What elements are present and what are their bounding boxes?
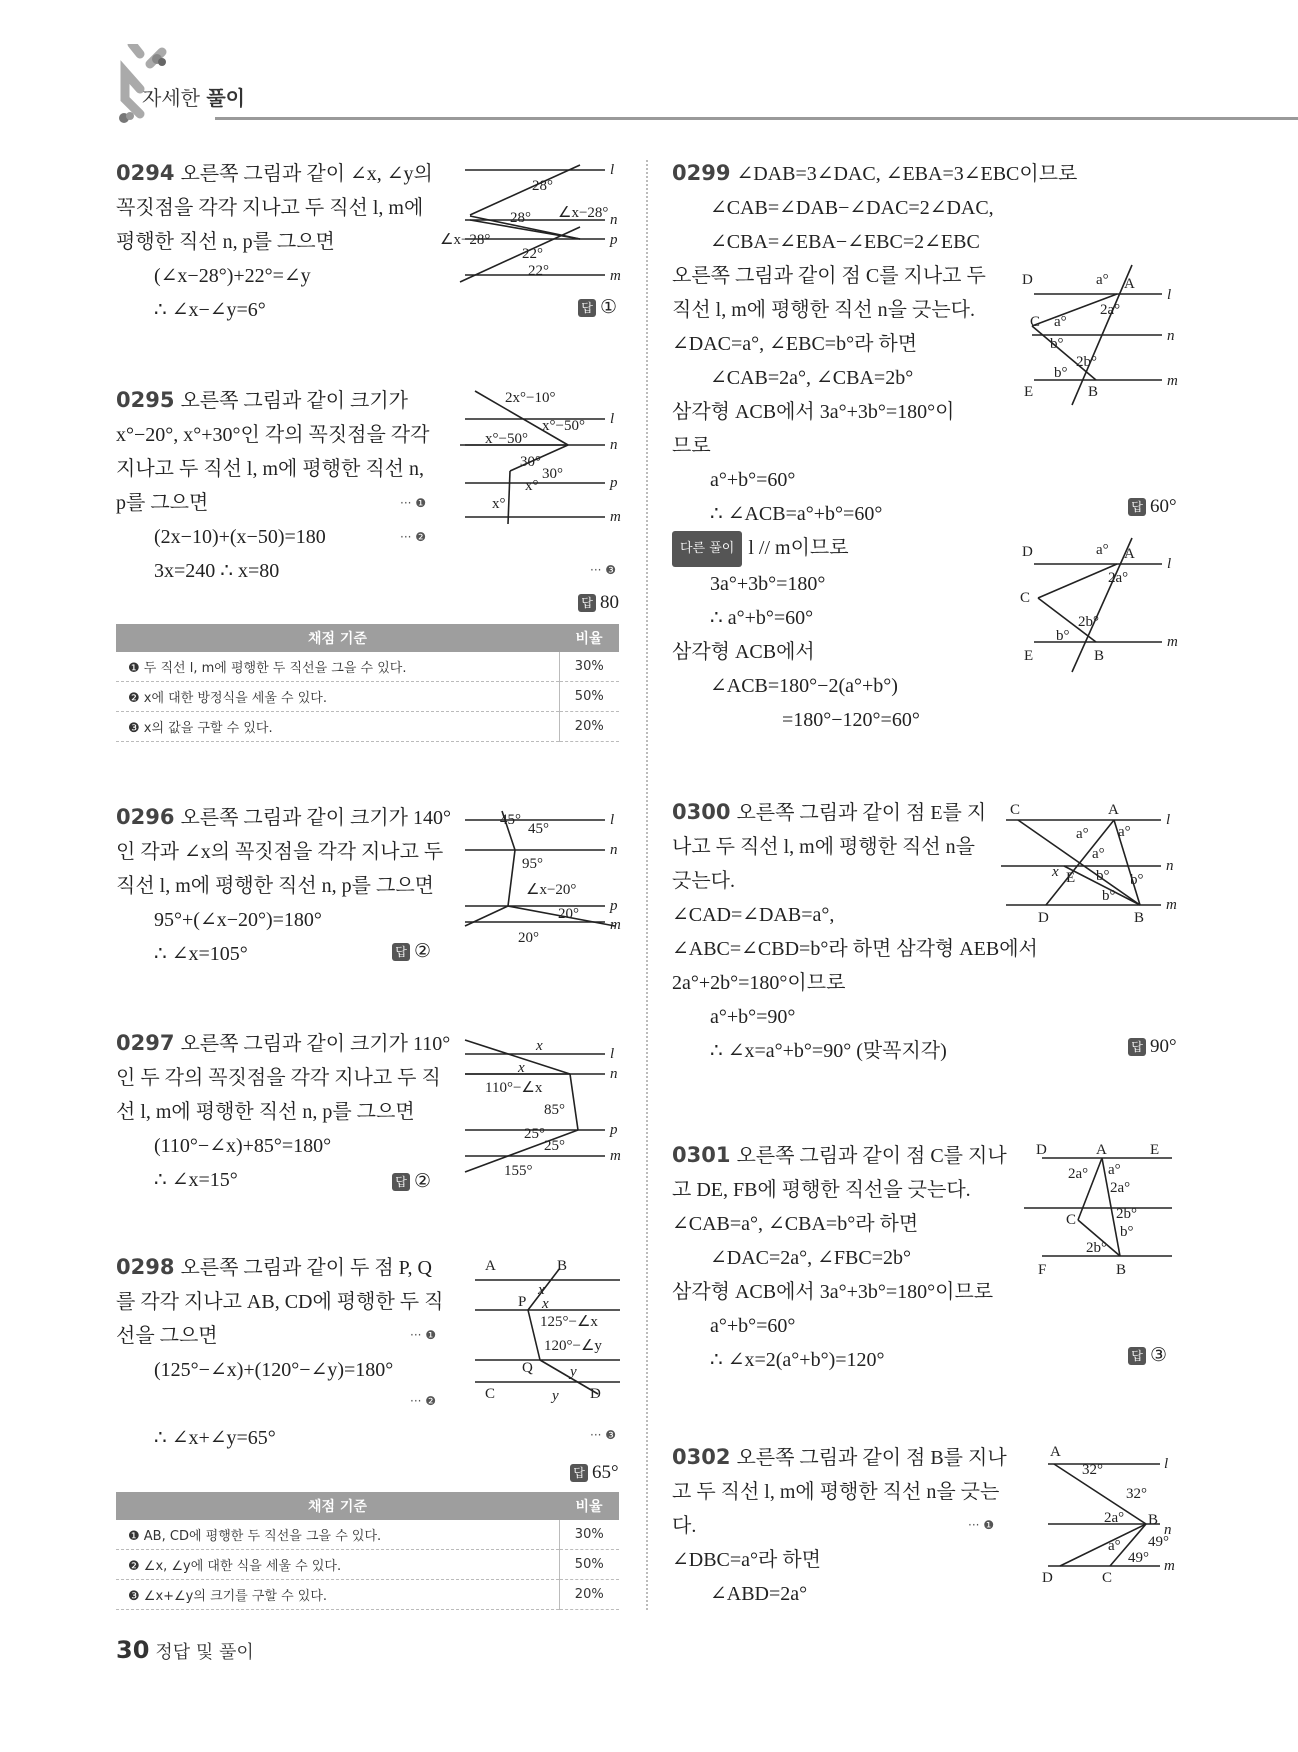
fig-label: 2b° (1076, 354, 1097, 370)
fig-label: a° (1108, 1162, 1121, 1178)
text-line: ∠CBA=∠EBA−∠EBC=2∠EBC (710, 231, 980, 253)
step-marker: ··· ❷ (410, 1394, 437, 1408)
fig-label: ∠x−28° (440, 232, 491, 248)
fig-label: m (610, 917, 621, 933)
answer-value: 60° (1150, 496, 1177, 517)
criteria-table-0295 (116, 624, 619, 742)
fig-label: n (1164, 1522, 1172, 1538)
fig-label: B (1148, 1512, 1159, 1528)
table-row (116, 712, 619, 742)
answer-0296 (392, 940, 431, 963)
text-line: ∴ ∠x=2(a°+b°)=120° (710, 1349, 885, 1371)
fig-label: 2a° (1104, 1510, 1125, 1526)
text-line: 삼각형 ACB에서 (672, 641, 815, 663)
ratio-header: 비율 (559, 624, 619, 652)
fig-label: D (590, 1386, 601, 1402)
fig-label: F (1038, 1262, 1047, 1278)
problem-number: 0302 (672, 1445, 731, 1469)
fig-label: a° (1092, 846, 1105, 862)
fig-label: x°−50° (485, 431, 528, 447)
text-line: 95°+(∠x−20°)=180° (154, 909, 322, 931)
fig-label: ∠x−28° (558, 205, 609, 221)
fig-label: x (536, 1038, 543, 1054)
answer-value: ③ (1150, 1345, 1168, 1366)
header-bold: 풀이 (206, 86, 245, 110)
fig-label: B (1088, 384, 1099, 400)
fig-label: E (1150, 1142, 1160, 1158)
fig-label: A (1050, 1444, 1061, 1460)
fig-label: 2a° (1110, 1180, 1131, 1196)
fig-label: x (538, 1282, 545, 1298)
criteria-cell: ❶ AB, CD에 평행한 두 직선을 그을 수 있다. (116, 1520, 559, 1550)
answer-0294 (578, 296, 617, 319)
figure-0294 (440, 160, 630, 290)
text-line: 꼭짓점을 각각 지나고 두 직선 l, m에 (116, 197, 424, 219)
fig-label: y (552, 1388, 559, 1404)
footer-title: 정답 및 풀이 (155, 1642, 254, 1663)
fig-label: a° (1076, 826, 1089, 842)
answer-0295 (578, 592, 619, 614)
fig-label: C (1020, 590, 1031, 606)
problem-number: 0297 (116, 1031, 175, 1055)
fig-label: a° (1118, 824, 1131, 840)
answer-value: 65° (592, 1462, 619, 1483)
fig-label: 95° (522, 856, 543, 872)
fig-label: 155° (504, 1163, 533, 1179)
problem-0295 (116, 383, 429, 588)
fig-label: n (610, 437, 618, 453)
text-line: a°+b°=60° (710, 469, 796, 491)
fig-label: 30° (520, 454, 541, 470)
criteria-cell: ❷ ∠x, ∠y에 대한 식을 세울 수 있다. (116, 1550, 559, 1580)
fig-label: A (485, 1258, 496, 1274)
fig-label: 2b° (1086, 1240, 1107, 1256)
fig-label: E (1024, 648, 1034, 664)
fig-label: n (1166, 858, 1174, 874)
text-line: 3x=240 ∴ x=80 (154, 560, 280, 582)
fig-label: 110°−∠x (485, 1080, 543, 1096)
text-line: (2x−10)+(x−50)=180 (154, 526, 326, 548)
ratio-cell: 20% (559, 712, 619, 742)
fig-label: m (1167, 634, 1178, 650)
fig-label: b° (1120, 1224, 1134, 1240)
fig-label: p (610, 475, 618, 491)
fig-label: D (1022, 544, 1033, 560)
fig-label: P (518, 1294, 527, 1310)
fig-label: n (610, 212, 618, 228)
answer-0300 (1128, 1036, 1177, 1058)
answer-0301 (1128, 1344, 1167, 1367)
fig-label: l (610, 162, 615, 178)
problem-0301 (672, 1138, 1007, 1377)
step-marker: ··· ❸ (590, 1428, 617, 1442)
fig-label: l (610, 1046, 615, 1062)
fig-label: 45° (528, 821, 549, 837)
fig-label: a° (1108, 1538, 1121, 1554)
fig-label: n (610, 842, 618, 858)
fig-label: m (610, 1148, 621, 1164)
fig-label: 28° (532, 178, 553, 194)
table-row (116, 1550, 619, 1580)
ratio-header: 비율 (559, 1492, 619, 1520)
ratio-cell: 20% (559, 1580, 619, 1610)
criteria-header: 채점 기준 (116, 1492, 559, 1520)
answer-icon: 답 (392, 1173, 410, 1191)
text-line: 므로 (672, 435, 711, 457)
text-line: ∠DAC=2a°, ∠FBC=2b° (710, 1247, 911, 1269)
fig-label: l (1166, 812, 1171, 828)
fig-label: 2a° (1108, 570, 1129, 586)
alt-solution-badge: 다른 풀이 (672, 531, 742, 567)
figure-0301 (1022, 1140, 1182, 1280)
text-line: 평행한 직선 n, p를 그으면 (116, 231, 335, 253)
fig-label: x° (525, 478, 539, 494)
figure-0296 (460, 806, 630, 946)
fig-label: x (518, 1060, 525, 1076)
fig-label: 22° (522, 246, 543, 262)
step-marker: ··· ❷ (400, 530, 427, 544)
text-line: x°−20°, x°+30°인 각의 꼭짓점을 각각 (116, 424, 430, 446)
text-line: 2a°+2b°=180°이므로 (672, 972, 846, 994)
step-marker: ··· ❸ (590, 563, 617, 577)
fig-label: l (610, 411, 615, 427)
figure-0300 (996, 800, 1192, 930)
text-line: 삼각형 ACB에서 3a°+3b°=180°이 (672, 401, 955, 423)
text-line: ∴ ∠x+∠y=65° (154, 1427, 276, 1449)
fig-label: b° (1054, 365, 1068, 381)
fig-label: A (1124, 276, 1135, 292)
fig-label: 22° (528, 263, 549, 279)
fig-label: n (610, 1066, 618, 1082)
problem-0298 (116, 1250, 443, 1455)
text-line: 오른쪽 그림과 같이 두 점 P, Q (180, 1257, 433, 1279)
fig-label: m (610, 509, 621, 525)
criteria-table-0298 (116, 1492, 619, 1610)
header-light: 자세한 (142, 86, 200, 110)
fig-label: m (1167, 373, 1178, 389)
text-line: ∠DAC=a°, ∠EBC=b°라 하면 (672, 333, 918, 355)
text-line: 오른쪽 그림과 같이 크기가 140° (180, 807, 451, 829)
fig-label: A (1124, 546, 1135, 562)
answer-0298 (570, 1462, 619, 1484)
fig-label: 2b° (1078, 614, 1099, 630)
fig-label: m (1166, 897, 1177, 913)
fig-label: 2x°−10° (505, 390, 556, 406)
fig-label: D (1036, 1142, 1047, 1158)
answer-value: ① (600, 297, 618, 318)
fig-label: A (1108, 802, 1119, 818)
answer-icon: 답 (1128, 1038, 1146, 1056)
table-row (116, 652, 619, 682)
answer-value: ② (414, 941, 432, 962)
text-line: 고 두 직선 l, m에 평행한 직선 n을 긋는 (672, 1481, 1000, 1503)
fig-label: 2b° (1116, 1206, 1137, 1222)
text-line: (110°−∠x)+85°=180° (154, 1135, 332, 1157)
fig-label: C (1030, 314, 1041, 330)
step-marker: ··· ❶ (400, 496, 427, 510)
answer-value: 90° (1150, 1036, 1177, 1057)
fig-label: 45° (500, 812, 521, 828)
fig-label: x (1052, 864, 1059, 880)
fig-label: A (1096, 1142, 1107, 1158)
fig-label: D (1038, 910, 1049, 926)
fig-label: l (1167, 287, 1172, 303)
text-line: ∴ a°+b°=60° (710, 607, 814, 629)
fig-label: 25° (544, 1138, 565, 1154)
step-marker: ··· ❶ (968, 1518, 995, 1532)
text-line: 오른쪽 그림과 같이 ∠x, ∠y의 (180, 163, 433, 185)
figure-0295 (460, 386, 630, 526)
fig-label: b° (1102, 888, 1116, 904)
answer-icon: 답 (1128, 1347, 1146, 1365)
text-line: 오른쪽 그림과 같이 점 B를 지나 (736, 1447, 1007, 1469)
text-line: 인 각과 ∠x의 꼭짓점을 각각 지나고 두 (116, 841, 444, 863)
fig-label: C (1066, 1212, 1077, 1228)
fig-label: 25° (524, 1126, 545, 1142)
ratio-cell: 30% (559, 1520, 619, 1550)
text-line: 선 l, m에 평행한 직선 n, p를 그으면 (116, 1101, 415, 1123)
text-line: 삼각형 ACB에서 3a°+3b°=180°이므로 (672, 1281, 994, 1303)
text-line: 선을 그으면 (116, 1325, 218, 1347)
answer-value: 80 (600, 592, 619, 613)
text-line: ∠DBC=a°라 하면 (672, 1549, 821, 1571)
text-line: 오른쪽 그림과 같이 점 C를 지나고 두 (672, 265, 986, 287)
text-line: p를 그으면 (116, 492, 209, 514)
fig-label: C (1102, 1570, 1113, 1586)
text-line: ∴ ∠x=a°+b°=90° (맞꼭지각) (710, 1040, 947, 1062)
problem-number: 0296 (116, 805, 175, 829)
fig-label: B (1094, 648, 1105, 664)
fig-label: l (1164, 1456, 1169, 1472)
text-line: 오른쪽 그림과 같이 크기가 110° (180, 1033, 451, 1055)
fig-label: 32° (1082, 1462, 1103, 1478)
text-line: 3a°+3b°=180° (710, 573, 826, 595)
answer-icon: 답 (1128, 498, 1146, 516)
text-line: ∠CAB=a°, ∠CBA=b°라 하면 (672, 1213, 919, 1235)
ratio-cell: 50% (559, 682, 619, 712)
fig-label: l (1167, 556, 1172, 572)
fig-label: 85° (544, 1102, 565, 1118)
text-line: ∠ABC=∠CBD=b°라 하면 삼각형 AEB에서 (672, 938, 1038, 960)
text-line: l // m이므로 (748, 537, 849, 559)
fig-label: a° (1054, 314, 1067, 330)
text-line: 직선 l, m에 평행한 직선 n을 긋는다. (672, 299, 975, 321)
fig-label: b° (1056, 628, 1070, 644)
text-line: (∠x−28°)+22°=∠y (154, 265, 311, 287)
text-line: 오른쪽 그림과 같이 점 E를 지 (736, 802, 987, 824)
text-line: (125°−∠x)+(120°−∠y)=180° (154, 1359, 394, 1381)
text-line: 인 두 각의 꼭짓점을 각각 지나고 두 직 (116, 1067, 441, 1089)
text-line: 고 DE, FB에 평행한 직선을 긋는다. (672, 1179, 971, 1201)
problem-0294 (116, 156, 433, 327)
section-header (142, 82, 245, 111)
fig-label: 120°−∠y (544, 1338, 602, 1354)
problem-number: 0294 (116, 161, 175, 185)
fig-label: 32° (1126, 1486, 1147, 1502)
text-line: 오른쪽 그림과 같이 점 C를 지나 (736, 1145, 1007, 1167)
answer-icon: 답 (392, 943, 410, 961)
page-number: 30 (116, 1636, 150, 1664)
text-line: ∠CAB=2a°, ∠CBA=2b° (710, 367, 914, 389)
text-line: ∴ ∠x−∠y=6° (154, 299, 266, 321)
problem-number: 0298 (116, 1255, 175, 1279)
fig-label: B (557, 1258, 568, 1274)
fig-label: D (1022, 272, 1033, 288)
fig-label: 20° (518, 930, 539, 946)
figure-0302 (1030, 1440, 1190, 1590)
fig-label: 20° (558, 906, 579, 922)
fig-label: p (610, 1122, 618, 1138)
figure-0299-a (1012, 260, 1192, 410)
fig-label: b° (1130, 872, 1144, 888)
fig-label: m (610, 268, 621, 284)
fig-label: a° (1096, 272, 1109, 288)
problem-0300 (672, 795, 1038, 1068)
fig-label: y (570, 1364, 577, 1380)
text-line: ∴ ∠ACB=a°+b°=60° (710, 503, 883, 525)
fig-label: B (1116, 1262, 1127, 1278)
text-line: ∠ABD=2a° (710, 1583, 808, 1605)
problem-number: 0299 (672, 161, 731, 185)
text-line: a°+b°=60° (710, 1315, 796, 1337)
problem-0302 (672, 1440, 1007, 1611)
fig-label: 28° (510, 210, 531, 226)
fig-label: b° (1050, 336, 1064, 352)
fig-label: 30° (542, 466, 563, 482)
column-divider (646, 160, 648, 1610)
answer-0297 (392, 1170, 431, 1193)
fig-label: 125°−∠x (540, 1314, 598, 1330)
text-line: 다. (672, 1515, 697, 1537)
criteria-cell: ❸ ∠x+∠y의 크기를 구할 수 있다. (116, 1580, 559, 1610)
answer-0299 (1128, 496, 1177, 518)
table-row (116, 682, 619, 712)
text-line: ∴ ∠x=15° (154, 1169, 238, 1191)
criteria-header: 채점 기준 (116, 624, 559, 652)
fig-label: a° (1096, 542, 1109, 558)
step-marker: ··· ❶ (410, 1328, 437, 1342)
page-footer (116, 1636, 254, 1664)
criteria-cell: ❸ x의 값을 구할 수 있다. (116, 712, 559, 742)
fig-label: E (1024, 384, 1034, 400)
fig-label: C (485, 1386, 496, 1402)
answer-icon: 답 (578, 299, 596, 317)
fig-label: 49° (1128, 1550, 1149, 1566)
fig-label: p (610, 898, 618, 914)
text-line: 오른쪽 그림과 같이 크기가 (180, 390, 408, 412)
fig-label: n (1167, 328, 1175, 344)
fig-label: 2a° (1100, 302, 1121, 318)
fig-label: ∠x−20° (526, 882, 577, 898)
fig-label: x° (492, 496, 506, 512)
answer-icon: 답 (578, 594, 596, 612)
fig-label: l (610, 812, 615, 828)
fig-label: B (1134, 910, 1145, 926)
figure-0298 (470, 1254, 630, 1404)
text-line: 나고 두 직선 l, m에 평행한 직선 n을 (672, 836, 975, 858)
text-line: ∠CAB=∠DAB−∠DAC=2∠DAC, (710, 197, 994, 219)
text-line: 직선 l, m에 평행한 직선 n, p를 그으면 (116, 875, 434, 897)
text-line: ∴ ∠x=105° (154, 943, 248, 965)
fig-label: Q (522, 1360, 533, 1376)
ratio-cell: 50% (559, 1550, 619, 1580)
fig-label: 2a° (1068, 1166, 1089, 1182)
fig-label: 49° (1148, 1534, 1169, 1550)
answer-value: ② (414, 1171, 432, 1192)
text-line: =180°−120°=60° (782, 709, 920, 731)
fig-label: b° (1096, 868, 1110, 884)
figure-0299-b (1012, 530, 1192, 680)
fig-label: m (1164, 1558, 1175, 1574)
fig-label: x (542, 1296, 549, 1312)
problem-number: 0295 (116, 388, 175, 412)
text-line: ∠DAB=3∠DAC, ∠EBA=3∠EBC이므로 (736, 163, 1078, 185)
problem-number: 0301 (672, 1143, 731, 1167)
fig-label: C (1010, 802, 1021, 818)
text-line: ∠CAD=∠DAB=a°, (672, 904, 835, 926)
text-line: 지나고 두 직선 l, m에 평행한 직선 n, (116, 458, 424, 480)
problem-number: 0300 (672, 800, 731, 824)
answer-icon: 답 (570, 1464, 588, 1482)
text-line: 를 각각 지나고 AB, CD에 평행한 두 직 (116, 1291, 444, 1313)
fig-label: E (1066, 870, 1076, 886)
fig-label: D (1042, 1570, 1053, 1586)
ratio-cell: 30% (559, 652, 619, 682)
table-row (116, 1580, 619, 1610)
fig-label: x°−50° (542, 418, 585, 434)
criteria-cell: ❷ x에 대한 방정식을 세울 수 있다. (116, 682, 559, 712)
table-row (116, 1520, 619, 1550)
text-line: 긋는다. (672, 870, 735, 892)
text-line: ∠ACB=180°−2(a°+b°) (710, 675, 898, 697)
text-line: a°+b°=90° (710, 1006, 796, 1028)
fig-label: p (610, 232, 618, 248)
header-rule (215, 117, 1298, 120)
figure-0297 (460, 1030, 630, 1180)
criteria-cell: ❶ 두 직선 l, m에 평행한 두 직선을 그을 수 있다. (116, 652, 559, 682)
